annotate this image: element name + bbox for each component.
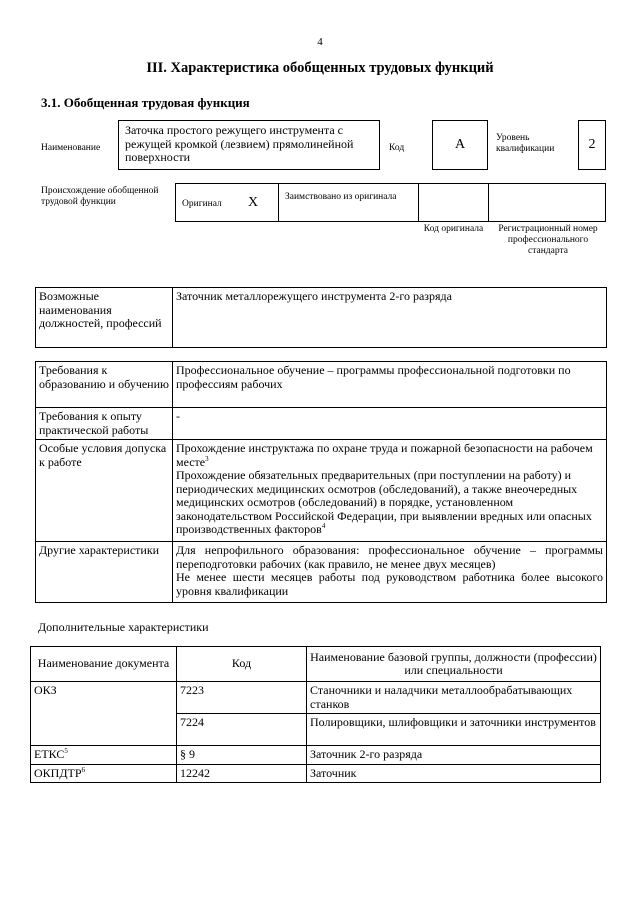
level-label: Уровень квалификации (496, 133, 555, 154)
okpdtr-name: Заточник (307, 764, 601, 783)
okz-name: Полировщики, шлифовщики и заточники инструментов (307, 714, 601, 746)
experience-label: Требования к опыту практической работы (36, 408, 173, 440)
other-paragraph-2: Не менее шести месяцев работы под руководством работника более высокого уровня квалификации (176, 570, 603, 598)
positions-value: Заточник металлорежущего инструмента 2-го разряда (173, 288, 607, 348)
experience-value: - (173, 408, 607, 440)
reg-number-cell (488, 183, 606, 222)
col-header-code: Код (177, 647, 307, 682)
etks-code: § 9 (177, 746, 307, 765)
etks-label: ЕТКС$^5$ (31, 746, 177, 765)
original-mark: Х (248, 195, 259, 210)
name-value: Заточка простого режущего инструмента с режущей кромкой (лезвием) прямолинейной поверхности (125, 123, 354, 164)
name-label: Наименование (41, 143, 101, 153)
borrowed-label: Заимствовано из оригинала (285, 192, 397, 202)
okz-name: Станочники и наладчики металлообрабатывающих станков (307, 682, 601, 714)
code-value: А (454, 137, 466, 152)
name-value-box (118, 120, 380, 170)
page-number: 4 (317, 36, 323, 48)
conditions-paragraph-1: Прохождение инструктажа по охране труда и пожарной безопасности на рабочем месте$^3$ (176, 441, 593, 469)
requirements-table (35, 361, 607, 603)
footnote-ref: 3 (205, 454, 209, 463)
subsection-title: 3.1. Обобщенная трудовая функция (41, 95, 250, 110)
additional-table (30, 646, 601, 783)
origin-label: Происхождение обобщенной трудовой функции (41, 186, 159, 207)
education-value: Профессиональное обучение – программы профессиональной подготовки по профессиям рабочих (173, 362, 607, 408)
positions-label: Возможные наименования должностей, профессий (36, 288, 173, 348)
other-value (173, 542, 607, 603)
col-header-name: Наименование базовой группы, должности (профессии) или специальности (307, 647, 601, 682)
original-cell (175, 183, 279, 222)
table-row (31, 764, 601, 783)
borrowed-cell (278, 183, 419, 222)
okpdtr-code: 12242 (177, 764, 307, 783)
conditions-label: Особые условия допуска к работе (36, 440, 173, 542)
okpdtr-label: ОКПДТР$^6$ (31, 764, 177, 783)
code-label: Код (389, 143, 405, 153)
okz-code: 7223 (177, 682, 307, 714)
etks-name: Заточник 2-го разряда (307, 746, 601, 765)
original-label: Оригинал (182, 199, 222, 209)
level-value-box (578, 120, 606, 170)
table-row (31, 746, 601, 765)
additional-title: Дополнительные характеристики (38, 620, 209, 634)
section-title: III. Характеристика обобщенных трудовых функций (146, 60, 494, 76)
okz-label: ОКЗ (31, 682, 177, 746)
code-original-label: Код оригинала (423, 224, 484, 234)
education-label: Требования к образованию и обучению (36, 362, 173, 408)
footnote-ref: 5 (64, 747, 68, 755)
footnote-ref: 6 (81, 765, 86, 774)
footnote-ref: 4 (321, 522, 326, 530)
code-value-box (432, 120, 488, 170)
col-header-doc: Наименование документа (31, 647, 177, 682)
code-original-cell (418, 183, 489, 222)
okz-code: 7224 (177, 714, 307, 746)
conditions-paragraph-2: Прохождение обязательных предварительных (при поступлении на работу) и периодических медицинских осмотров (обследований), а также внеочередных медицинских осмотров (обследований) в порядке, установленном законодательством Российской Федерации, при выявлении вредных или опасных производственных факторов$^4$ (176, 468, 592, 536)
conditions-value (173, 440, 607, 542)
reg-number-label: Регистрационный номер профессионального стандарта (498, 224, 598, 256)
table-row (31, 682, 601, 714)
positions-table (35, 287, 607, 348)
other-paragraph-1: Для непрофильного образования: профессиональное обучение – программы переподготовки рабочих (как правило, не менее двух месяцев) (176, 543, 603, 571)
level-value: 2 (588, 137, 596, 152)
other-label: Другие характеристики (36, 542, 173, 603)
